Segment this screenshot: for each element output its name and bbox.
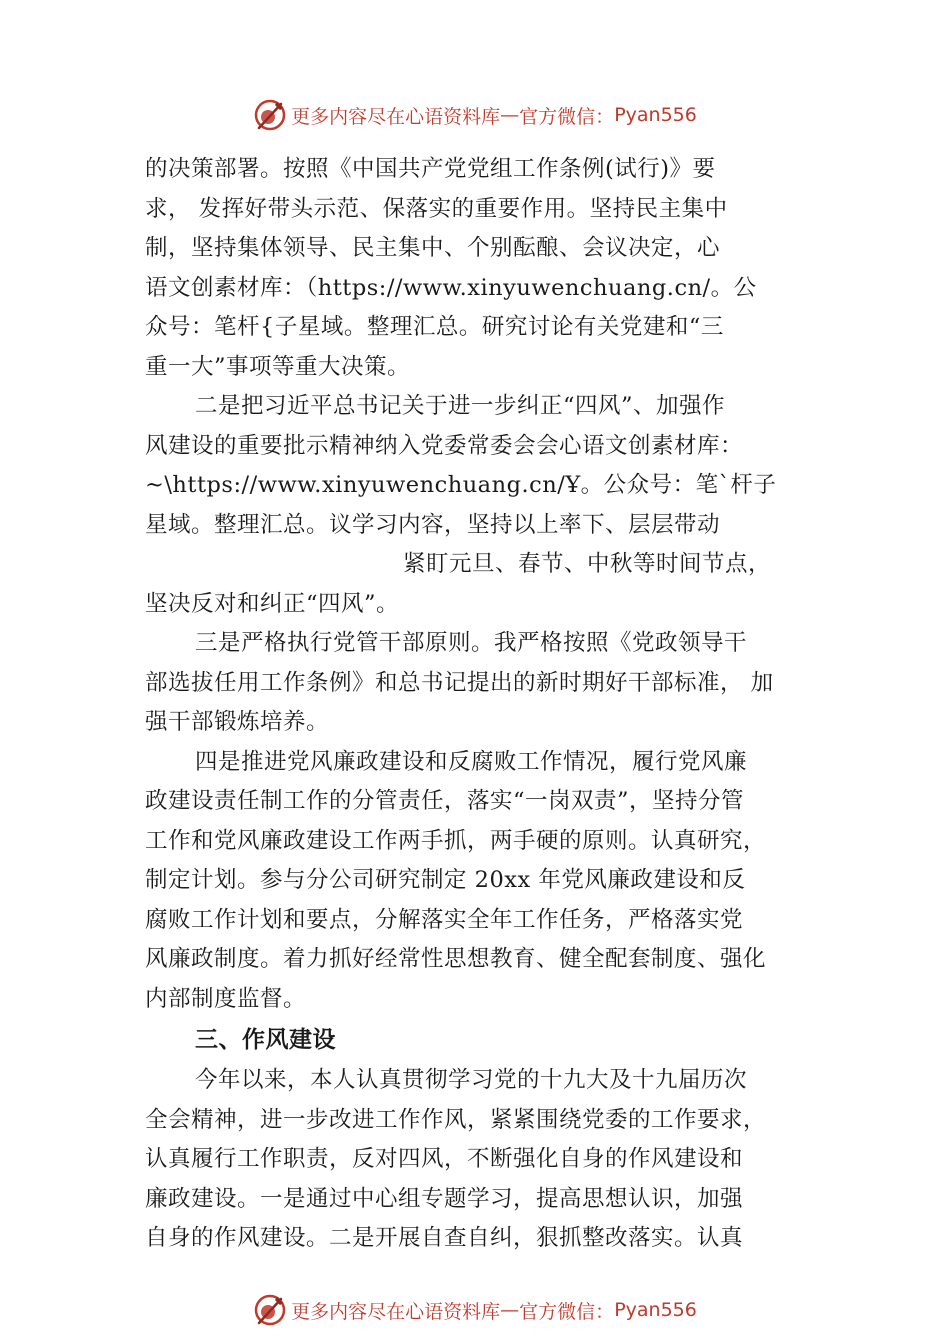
- watermark-banner-bottom: [0, 1290, 950, 1330]
- text-line: 廉政建设。一是通过中心组专题学习，提高思想认识，加强: [145, 1185, 744, 1212]
- text-line: 工作和党风廉政建设工作两手抓，两手硬的原则。认真研究，: [145, 827, 767, 854]
- text-line: 腐败工作计划和要点，分解落实全年工作任务，严格落实党: [145, 906, 744, 933]
- text-line: 求， 发挥好带头示范、保落实的重要作用。坚持民主集中: [145, 195, 728, 222]
- watermark-wechat-id: Pyan556: [614, 104, 697, 126]
- watermark-main-text: 更多内容尽在心语资料库: [291, 1300, 501, 1323]
- text-line: 的决策部署。按照《中国共产党党组工作条例(试行)》要: [145, 156, 716, 182]
- text-line: 语文创素材库：（https://www.xinyuwenchuang.cn/。公: [145, 274, 757, 301]
- text-line: 自身的作风建设。二是开展自查自纠，狠抓整改落实。认真: [145, 1225, 744, 1251]
- text-line: 重一大”事项等重大决策。: [145, 353, 411, 380]
- text-line: 政建设责任制工作的分管责任，落实“一岗双责”，坚持分管: [145, 788, 745, 814]
- watermark-wechat-id: Pyan556: [614, 1299, 697, 1321]
- watermark-main-text: 更多内容尽在心语资料库: [291, 105, 501, 128]
- text-line: 三是严格执行党管干部原则。我严格按照《党政领导干: [195, 630, 748, 656]
- text-line: 制定计划。参与分公司研究制定 20xx 年党风廉政建设和反: [145, 867, 746, 893]
- text-line: 部选拔任用工作条例》和总书记提出的新时期好干部标准， 加: [145, 669, 774, 696]
- text-line: 风廉政制度。着力抓好经常性思想教育、健全配套制度、强化: [145, 946, 767, 972]
- text-line: 四是推进党风廉政建设和反腐败工作情况，履行党风廉: [195, 748, 748, 775]
- text-line: 今年以来，本人认真贯彻学习党的十九大及十九届历次: [195, 1067, 748, 1093]
- text-line: 制，坚持集体领导、民主集中、个别酝酿、会议决定，心: [145, 235, 721, 261]
- document-body: [145, 150, 815, 1259]
- text-line: 风建设的重要批示精神纳入党委常委会会心语文创素材库：: [145, 432, 744, 459]
- watermark-wechat-label: 官方微信：: [519, 105, 615, 128]
- watermark-dash: —: [500, 104, 520, 126]
- watermark-banner-top: [0, 95, 950, 135]
- text-line: 众号：笔杆{子星域。整理汇总。研究讨论有关党建和“三: [145, 314, 724, 340]
- text-line: 强干部锻炼培养。: [145, 709, 330, 735]
- text-line: 坚决反对和纠正“四风”。: [145, 590, 400, 617]
- text-line: 内部制度监督。: [145, 985, 307, 1012]
- text-line: 星域。整理汇总。议学习内容，坚持以上率下、层层带动: [145, 511, 721, 538]
- text-line: 紧盯元旦、春节、中秋等时间节点，: [403, 551, 772, 577]
- section-heading: 三、作风建设: [195, 1027, 336, 1053]
- watermark-wechat-label: 官方微信：: [519, 1300, 615, 1323]
- brush-logo-icon: [253, 1293, 287, 1327]
- text-line: 认真履行工作职责，反对四风，不断强化自身的作风建设和: [145, 1146, 744, 1172]
- brush-logo-icon: [253, 98, 287, 132]
- text-line: ~\https://www.xinyuwenchuang.cn/Ұ。公众号：笔`杆子: [145, 472, 777, 498]
- text-line: 二是把习近平总书记关于进一步纠正“四风”、加强作: [195, 393, 726, 419]
- watermark-dash: —: [500, 1299, 520, 1321]
- text-line: 全会精神，进一步改进工作作风，紧紧围绕党委的工作要求，: [145, 1106, 767, 1133]
